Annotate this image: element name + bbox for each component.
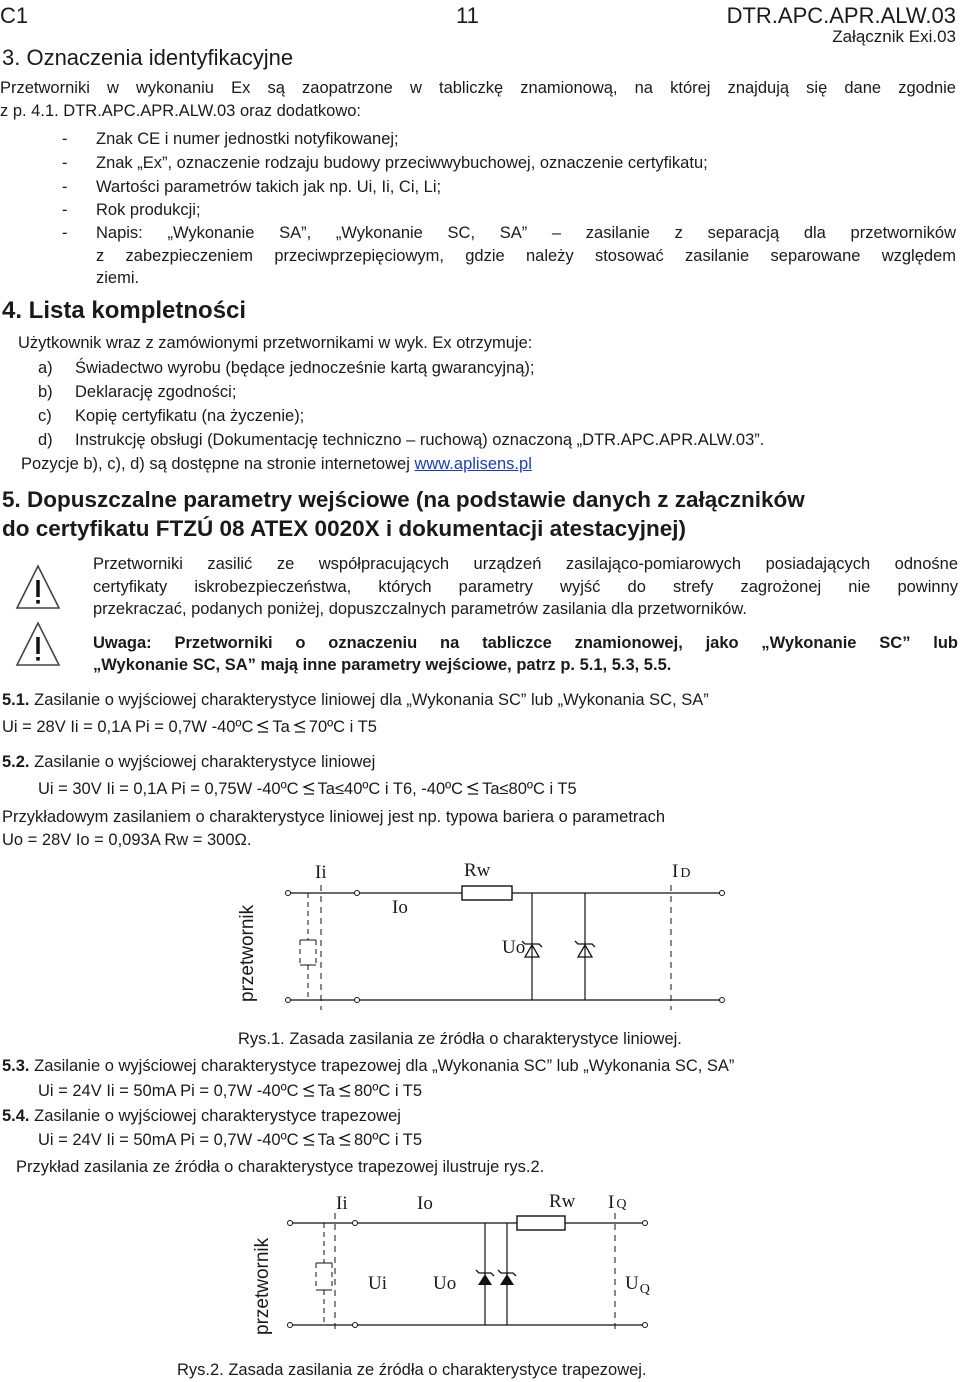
params-text: Ui = 28V Ii = 0,1A Pi = 0,7W -40ºC	[2, 718, 254, 736]
label-ii: Ii	[315, 862, 327, 883]
params-text: Ta≤80ºC i T5	[482, 780, 577, 798]
figure-2-caption: Rys.2. Zasada zasilania ze źródła o charakterystyce trapezowej.	[177, 1361, 647, 1379]
section4-title: 4. Lista kompletności	[2, 297, 247, 324]
less-equal-icon	[256, 720, 269, 733]
less-equal-icon	[466, 782, 479, 795]
bullet-dash: -	[62, 224, 68, 242]
warning1-line1: Przetworniki zasilić ze współpracujących urządzeń zasilająco-pomiarowych posiadających odnośne	[93, 555, 958, 573]
converter-label: przetwornik	[237, 904, 258, 1002]
section3-title: 3. Oznaczenia identyfikacyjne	[2, 45, 294, 70]
item-label: c)	[38, 407, 52, 425]
list-item-cont: ziemi.	[96, 269, 140, 287]
params-5-3	[38, 1080, 422, 1103]
section3-intro-line2: z p. 4.1. DTR.APC.APR.ALW.03 oraz dodatkowo:	[0, 102, 362, 120]
section5-title-line1: 5. Dopuszczalne parametry wejściowe (na podstawie danych z załączników	[2, 487, 805, 512]
figure-1-caption: Rys.1. Zasada zasilania ze źródła o charakterystyce liniowej.	[238, 1030, 682, 1048]
params-text: Ui = 24V Ii = 50mA Pi = 0,7W -40ºC	[38, 1082, 299, 1100]
label-rw: Rw	[549, 1191, 576, 1212]
note-text: Pozycje b), c), d) są dostępne na stronie internetowej	[21, 455, 415, 473]
less-equal-icon	[302, 782, 315, 795]
subsection-number: 5.3.	[2, 1057, 30, 1075]
list-item: Świadectwo wyrobu (będące jednocześnie kartą gwarancyjną);	[75, 359, 535, 377]
params-5-1	[2, 716, 377, 739]
converter-label: przetwornik	[252, 1237, 273, 1335]
item-label: b)	[38, 383, 53, 401]
appendix-label: Załącznik Exi.03	[832, 27, 956, 46]
bullet-dash: -	[62, 154, 68, 172]
doc-code: DTR.APC.APR.ALW.03	[726, 3, 956, 28]
list-item: Napis: „Wykonanie SA”, „Wykonanie SC, SA” – zasilanie z separacją dla przetworników	[96, 224, 956, 242]
params-text: Ui = 24V Ii = 50mA Pi = 0,7W -40ºC	[38, 1131, 299, 1149]
subsection-5-1	[2, 689, 709, 712]
page-number: 11	[456, 3, 479, 28]
subsection-5-3	[2, 1055, 734, 1078]
label-ii: Ii	[336, 1193, 348, 1214]
label-ui: Ui	[368, 1273, 387, 1294]
less-equal-icon	[338, 1084, 351, 1097]
label-iq: I Q	[608, 1192, 627, 1213]
params-text: Ta≤40ºC i T6, -40ºC	[317, 780, 464, 798]
label-uo: Uo	[502, 937, 526, 958]
params-text: 70ºC i T5	[308, 718, 377, 736]
subsection-5-4	[2, 1105, 401, 1128]
section3-intro-line1: Przetworniki w wykonaniu Ex są zaopatrzone w tabliczkę znamionową, na której znajdują się dane zgodnie	[0, 79, 956, 97]
label-uq: $U_Q$	[625, 1273, 650, 1297]
less-equal-icon	[293, 720, 306, 733]
warning-triangle-icon	[14, 563, 62, 611]
params-text: 80ºC i T5	[353, 1082, 423, 1100]
list-item: Kopię certyfikatu (na życzenie);	[75, 407, 305, 425]
list-item-cont: z zabezpieczeniem przeciwprzepięciowym, gdzie należy stosować zasilanie separowane względem	[96, 247, 956, 265]
warning2-line1: Uwaga: Przetworniki o oznaczeniu na tabliczce znamionowej, jako „Wykonanie SC” lub	[93, 634, 958, 652]
params-text: Ta	[317, 1131, 335, 1149]
warning-triangle-icon	[14, 620, 62, 668]
label-io: Io	[417, 1193, 433, 1214]
params-5-4	[38, 1129, 422, 1152]
list-item: Deklarację zgodności;	[75, 383, 237, 401]
label-io: Io	[392, 897, 408, 918]
params-text: Ui = 30V Ii = 0,1A Pi = 0,75W -40ºC	[38, 780, 299, 798]
example-text: Przykład zasilania ze źródła o charakterystyce trapezowej ilustruje rys.2.	[16, 1158, 545, 1176]
item-label: a)	[38, 359, 53, 377]
less-equal-icon	[302, 1084, 315, 1097]
website-link[interactable]: www.aplisens.pl	[414, 455, 532, 473]
section5-title-line2: do certyfikatu FTZÚ 08 ATEX 0020X i dokumentacji atestacyjnej)	[2, 516, 686, 541]
example-text: Przykładowym zasilaniem o charakterystyce liniowej jest np. typowa bariera o parametrach	[2, 808, 666, 826]
list-item: Znak „Ex”, oznaczenie rodzaju budowy przeciwwybuchowej, oznaczenie certyfikatu;	[96, 154, 708, 172]
subsection-title: Zasilanie o wyjściowej charakterystyce liniowej dla „Wykonania SC” lub „Wykonania SC, SA”	[29, 691, 709, 709]
figure-2-circuit	[235, 1185, 675, 1345]
barrier-params: Uo = 28V Io = 0,093A Rw = 300Ω.	[2, 831, 252, 849]
list-item: Wartości parametrów takich jak np. Ui, Ii, Ci, Li;	[96, 178, 442, 196]
params-text: Ta	[317, 1082, 335, 1100]
warning1-line3: przekraczać, podanych poniżej, dopuszczalnych parametrów zasilania dla przetworników.	[93, 600, 747, 618]
params-5-2	[38, 778, 577, 801]
subsection-number: 5.2.	[2, 753, 30, 771]
section4-note	[21, 453, 532, 476]
params-text: Ta	[272, 718, 290, 736]
subsection-title: Zasilanie o wyjściowej charakterystyce trapezowej dla „Wykonania SC” lub „Wykonania SC, SA”	[29, 1057, 735, 1075]
less-equal-icon	[338, 1133, 351, 1146]
resistor-rw	[462, 886, 512, 900]
bullet-dash: -	[62, 178, 68, 196]
bullet-dash: -	[62, 201, 68, 219]
item-label: d)	[38, 431, 53, 449]
warning1-line2: certyfikaty iskrobezpieczeństwa, których parametry wyjść do strefy zagrożonej nie powinny	[93, 578, 958, 596]
less-equal-icon	[302, 1133, 315, 1146]
warning2-line2: „Wykonanie SC, SA” mają inne parametry wejściowe, patrz p. 5.1, 5.3, 5.5.	[93, 656, 672, 674]
list-item: Instrukcję obsługi (Dokumentację techniczno – ruchową) oznaczoną „DTR.APC.APR.ALW.03”.	[75, 431, 765, 449]
list-item: Znak CE i numer jednostki notyfikowanej;	[96, 130, 399, 148]
list-item: Rok produkcji;	[96, 201, 201, 219]
subsection-5-2	[2, 751, 375, 774]
subsection-title: Zasilanie o wyjściowej charakterystyce liniowej	[29, 753, 376, 771]
subsection-number: 5.4.	[2, 1107, 30, 1125]
bullet-dash: -	[62, 130, 68, 148]
label-rw: Rw	[464, 860, 491, 881]
params-text: 80ºC i T5	[353, 1131, 423, 1149]
figure-1-circuit	[220, 855, 730, 1025]
section4-intro: Użytkownik wraz z zamówionymi przetwornikami w wyk. Ex otrzymuje:	[18, 334, 533, 352]
subsection-number: 5.1.	[2, 691, 30, 709]
label-id: I D	[672, 861, 691, 882]
label-uo: Uo	[433, 1273, 457, 1294]
resistor-rw	[517, 1216, 565, 1230]
header-left: C1	[0, 3, 29, 28]
subsection-title: Zasilanie o wyjściowej charakterystyce trapezowej	[29, 1107, 401, 1125]
